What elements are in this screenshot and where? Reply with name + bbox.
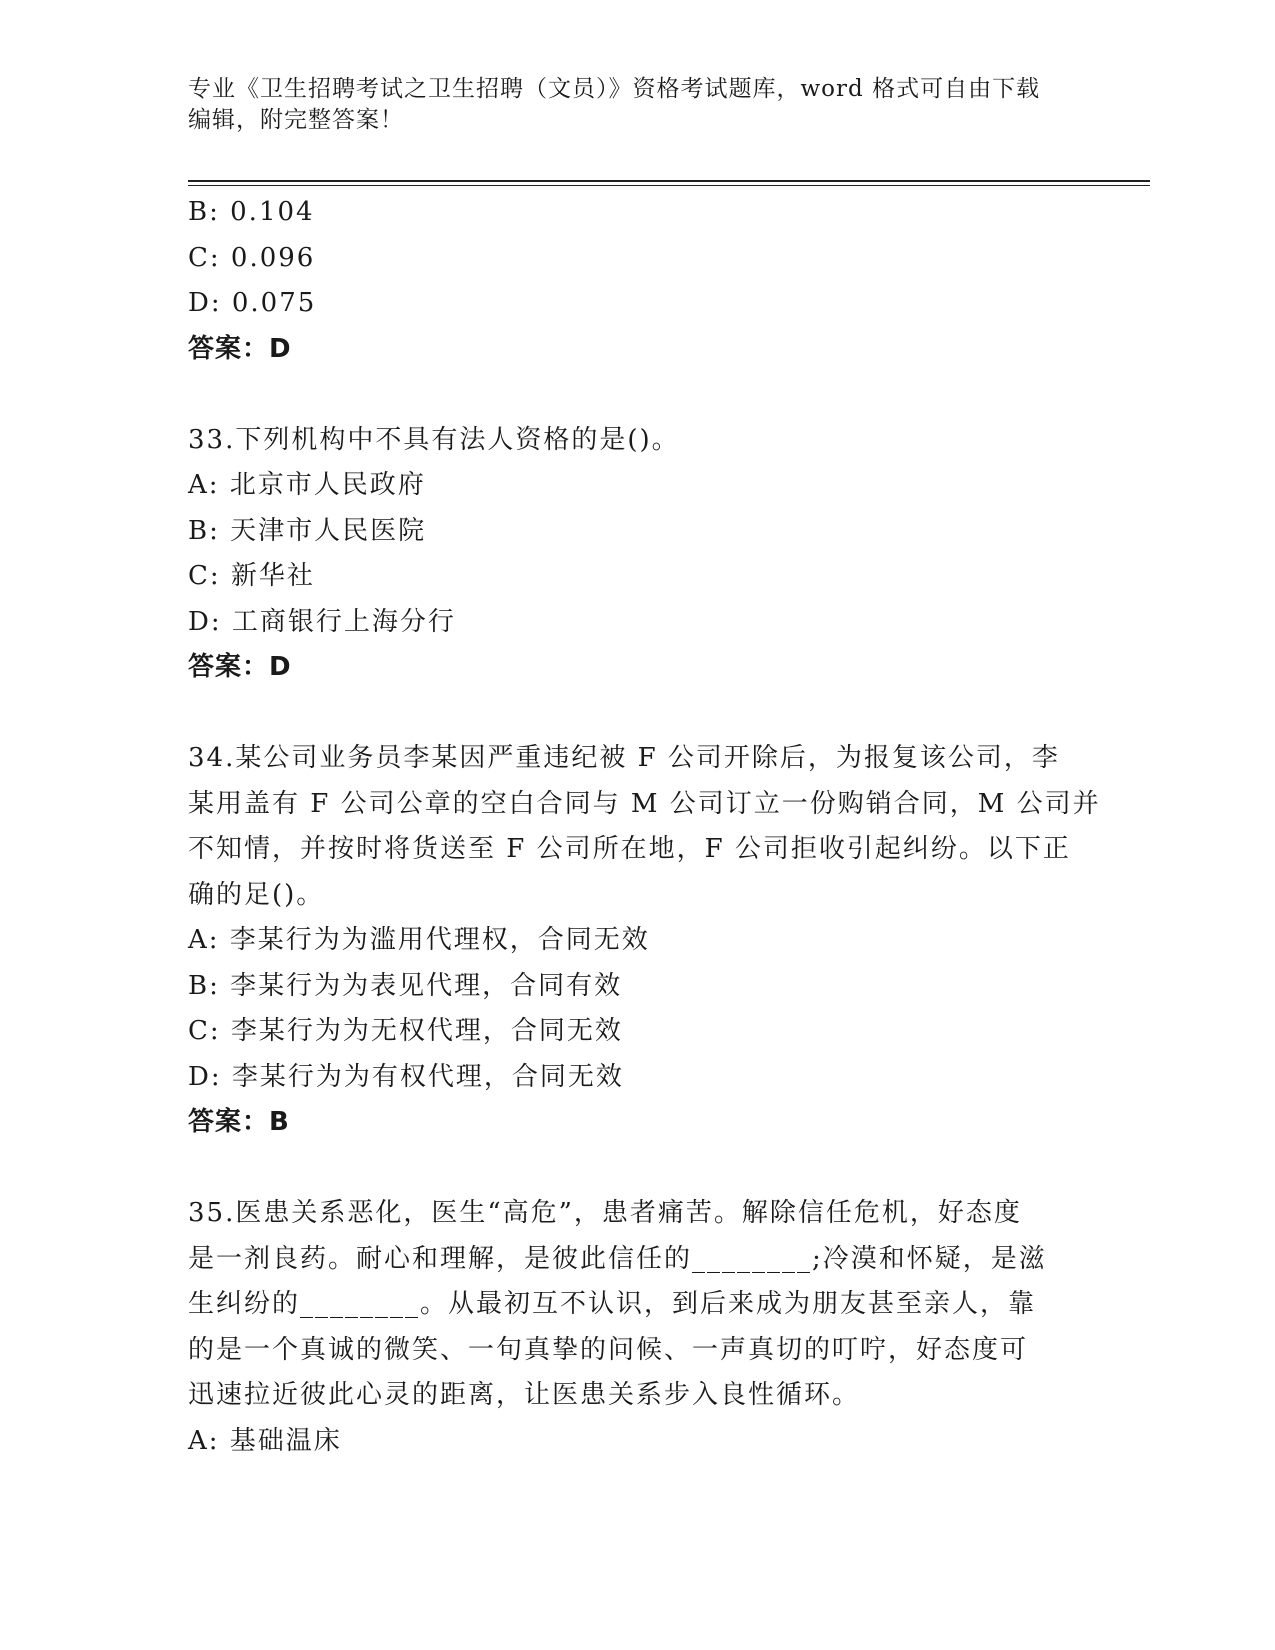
question-stem: 33.下列机构中不具有法人资格的是()。 [188, 424, 680, 455]
option-c: C: 李某行为为无权代理，合同无效 [188, 1016, 623, 1046]
question-stem-line-4: 的是一个真诚的微笑、一句真挚的问候、一声真切的叮咛，好态度可 [188, 1334, 1029, 1365]
question-35 [188, 1191, 1088, 1464]
question-33 [188, 418, 1088, 691]
spacer [188, 372, 1088, 418]
question-stem-line-3: 生纠纷的________。从最初互不认识，到后来成为朋友甚至亲人，靠 [188, 1289, 1037, 1319]
header-title-line-1: 专业《卫生招聘考试之卫生招聘（文员）》资格考试题库，word 格式可自由下载 [188, 76, 1041, 102]
spacer [188, 1146, 1088, 1192]
answer-label: 答案：D [188, 652, 292, 682]
option-b: B: 天津市人民医院 [188, 515, 427, 546]
option-c: C: 0.096 [188, 242, 316, 273]
header-title-line-2: 编辑，附完整答案！ [188, 107, 404, 133]
answer-label: 答案：D [188, 333, 292, 364]
question-stem-line-2: 某用盖有 F 公司公章的空白合同与 M 公司订立一份购销合同，M 公司并 [188, 788, 1101, 819]
question-stem-line-2: 是一剂良药。耐心和理解，是彼此信任的________;冷漠和怀疑，是滋 [188, 1243, 1047, 1274]
option-d: D: 工商银行上海分行 [188, 606, 456, 637]
question-stem-line-5: 迅速拉近彼此心灵的距离，让医患关系步入良性循环。 [188, 1380, 861, 1410]
question-stem-line-3: 不知情，并按时将货送至 F 公司所在地，F 公司拒收引起纠纷。以下正 [188, 834, 1071, 864]
option-b: B: 0.104 [188, 197, 315, 227]
header-divider-thick [188, 180, 1150, 182]
question-34 [188, 736, 1101, 1146]
option-c: C: 新华社 [188, 561, 315, 591]
option-b: B: 李某行为为表见代理，合同有效 [188, 970, 623, 1001]
option-a: A: 李某行为为滥用代理权，合同无效 [188, 925, 650, 955]
question-32 [188, 190, 1088, 372]
question-list [188, 190, 1101, 1464]
answer-label: 答案：B [188, 1107, 290, 1137]
header-divider-thin [188, 185, 1150, 186]
option-d: D: 李某行为为有权代理，合同无效 [188, 1061, 624, 1092]
question-stem-line-1: 35.医患关系恶化，医生“高危”，患者痛苦。解除信任危机，好态度 [188, 1198, 1022, 1228]
spacer [188, 691, 1088, 737]
document-header [188, 74, 1088, 136]
question-stem-line-4: 确的足()。 [188, 879, 325, 910]
option-a: A: 北京市人民政府 [188, 470, 426, 500]
option-a: A: 基础温床 [188, 1425, 342, 1456]
question-stem-line-1: 34.某公司业务员李某因严重违纪被 F 公司开除后，为报复该公司，李 [188, 743, 1060, 773]
option-d: D: 0.075 [188, 288, 317, 318]
